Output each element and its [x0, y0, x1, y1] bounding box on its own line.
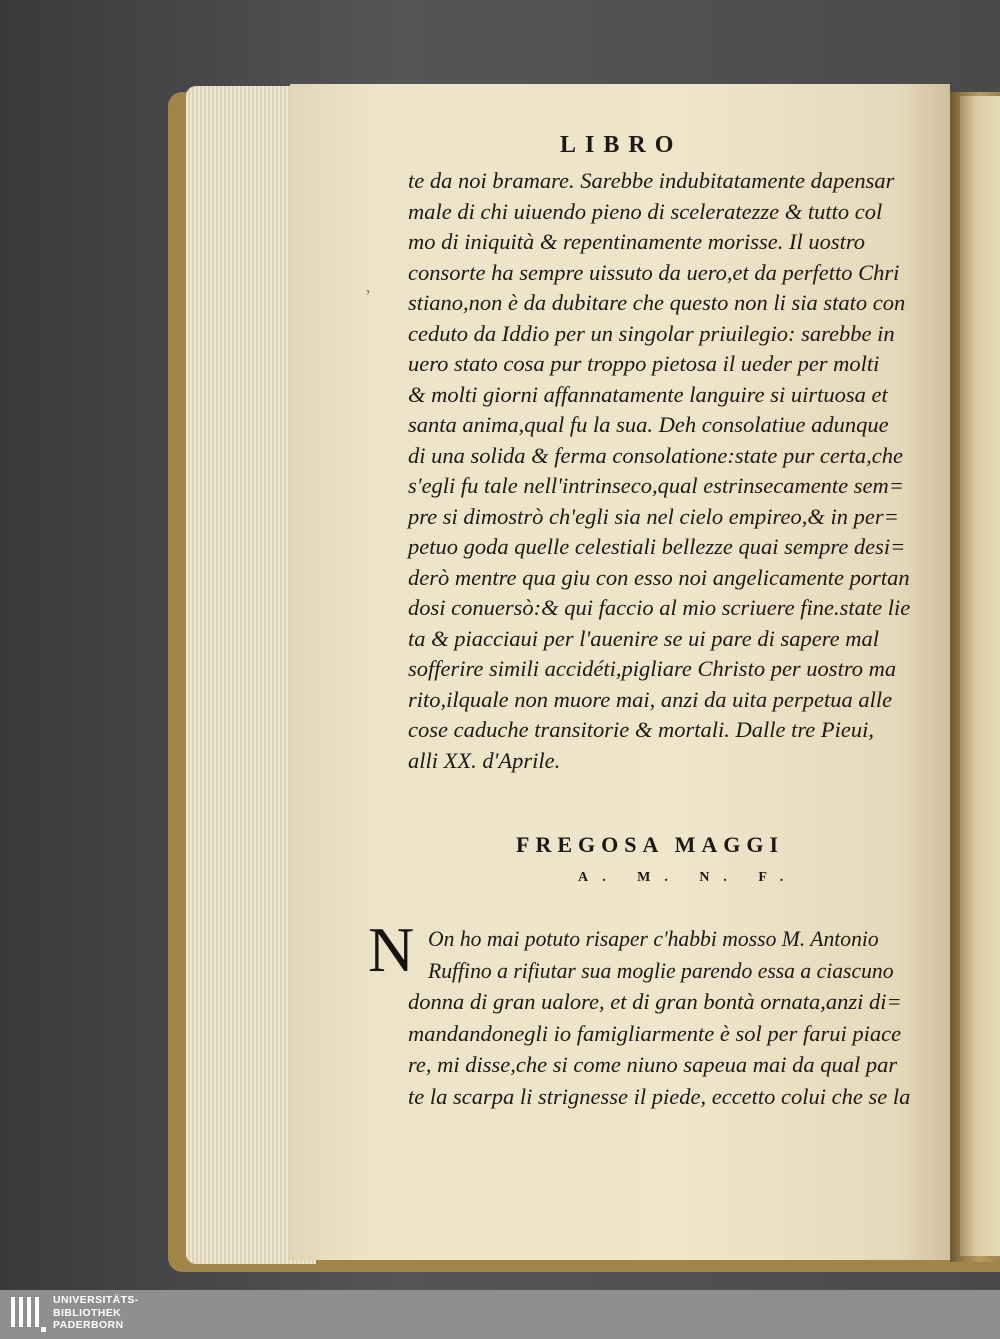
text-line: sofferire simili accidéti,pigliare Christo per uostro ma	[408, 656, 897, 681]
text-line: consorte ha sempre uissuto da uero,et da perfetto Chri	[408, 259, 900, 285]
text-line: pre si dimostrò ch'egli sia nel cielo empireo,& in per=	[408, 503, 899, 529]
text-line: stiano,non è da dubitare che questo non li sia stato con	[408, 290, 906, 315]
text-line: uero stato cosa pur troppo pietosa il ueder per molti	[408, 351, 880, 376]
facing-page-edge	[960, 96, 1000, 1256]
text-line: di una solida & ferma consolatione:state pur certa,che	[408, 442, 903, 468]
text-line: dosi conuersò:& qui faccio al mio scriuere fine.state lie	[408, 595, 911, 620]
text-line: & molti giorni affannatamente languire si uirtuosa et	[408, 381, 888, 407]
running-title: LIBRO	[560, 132, 683, 158]
library-line: UNIVERSITÄTS-	[53, 1294, 139, 1306]
signature-initials: A. M. N. F.	[578, 870, 798, 885]
text-line: cose caduche transitorie & mortali. Dalle tre Pieui,	[408, 717, 874, 742]
library-name	[53, 1294, 173, 1332]
text-line: rito,ilquale non muore mai, anzi da uita perpetua alle	[408, 686, 893, 712]
text-line: petuo goda quelle celestiali bellezze quai sempre desi=	[408, 534, 906, 559]
drop-cap: N	[368, 914, 415, 985]
text-line: santa anima,qual fu la sua. Deh consolatiue adunque	[408, 412, 889, 437]
text-line: mandandonegli io famigliarmente è sol per farui piace	[408, 1020, 902, 1046]
library-line: PADERBORN	[53, 1319, 124, 1331]
text-line: mo di iniquità & repentinamente morisse. Il uostro	[408, 229, 866, 254]
text-line: alli XX. d'Aprile.	[408, 747, 561, 773]
text-line: ceduto da Iddio per un singolar priuilegio: sarebbe in	[408, 320, 895, 346]
library-line: BIBLIOTHEK	[53, 1306, 122, 1319]
text-line: ta & piacciaui per l'auenire se ui pare di sapere mal	[408, 625, 879, 651]
text-line: te da noi bramare. Sarebbe indubitatamente dapensar	[408, 168, 895, 193]
text-line: Ruffino a rifiutar sua moglie parendo essa a ciascuno	[428, 957, 894, 983]
text-line: male di chi uiuendo pieno di sceleratezze & tutto col	[408, 198, 883, 224]
text-line: donna di gran ualore, et di gran bontà ornata,anzi di=	[408, 989, 902, 1014]
text-line: s'egli fu tale nell'intrinseco,qual estrinsecamente sem=	[408, 473, 904, 498]
signature-name: FREGOSA MAGGI	[516, 832, 785, 857]
text-line: On ho mai potuto risaper c'habbi mosso M. Antonio	[428, 926, 879, 951]
library-logo-icon	[8, 1293, 48, 1335]
margin-mark: ʼ	[365, 286, 371, 306]
text-line: re, mi disse,che si come niuno sapeua mai da qual par	[408, 1052, 898, 1077]
text-line: derò mentre qua giu con esso noi angelicamente portan	[408, 564, 910, 590]
text-line: te la scarpa li strignesse il piede, eccetto colui che se la	[408, 1083, 911, 1109]
